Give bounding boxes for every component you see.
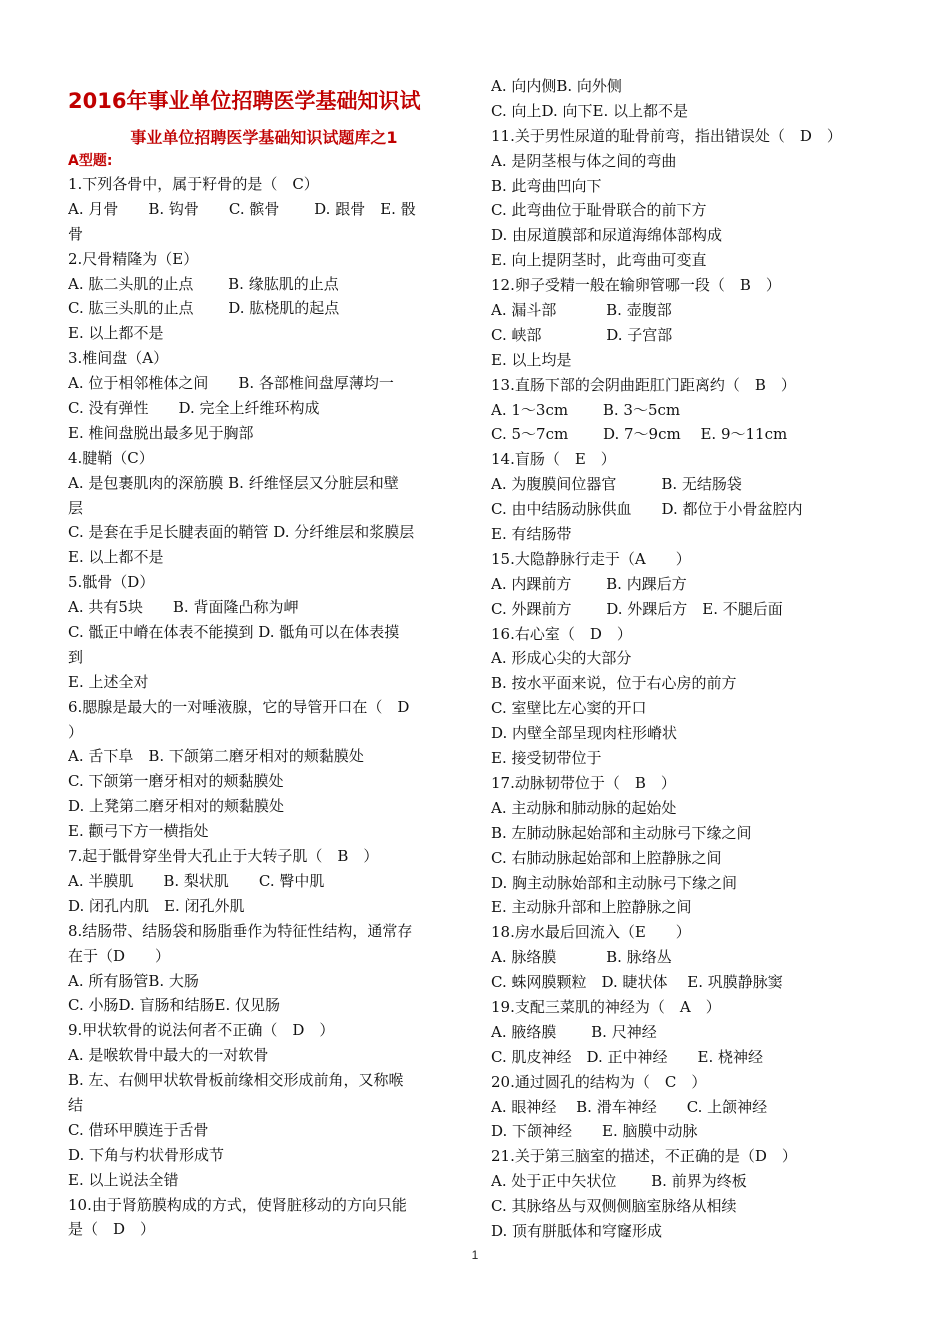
text-line: 结 xyxy=(68,1095,84,1114)
text-line: ） xyxy=(68,722,84,741)
text-line: C. 借环甲膜连于舌骨 xyxy=(68,1120,209,1139)
text-line: A. 内踝前方 B. 内踝后方 xyxy=(491,574,687,593)
document-title: 2016年事业单位招聘医学基础知识试 xyxy=(68,89,421,113)
text-line: A. 月骨 B. 钩骨 C. 髌骨 D. 跟骨 E. 骰 xyxy=(68,199,416,218)
text-line: 7.起于骶骨穿坐骨大孔止于大转子肌（ B ） xyxy=(68,847,379,866)
text-line: C. 蛛网膜颗粒 D. 睫状体 E. 巩膜静脉窦 xyxy=(491,973,783,992)
text-line: C. 5～7cm D. 7～9cm E. 9～11cm xyxy=(491,425,788,444)
right-question-list xyxy=(491,74,883,1244)
text-line: C. 小肠D. 盲肠和结肠E. 仅见肠 xyxy=(68,996,280,1015)
text-line: E. 接受韧带位于 xyxy=(491,749,602,768)
left-column xyxy=(68,74,460,1242)
text-line: C. 是套在手足长腱表面的鞘管 D. 分纤维层和浆膜层 xyxy=(68,523,415,542)
page-number: 1 xyxy=(471,1248,479,1262)
text-line: 8.结肠带、结肠袋和肠脂垂作为特征性结构，通常存 xyxy=(68,921,413,940)
left-question-list xyxy=(68,172,460,1242)
text-line: E. 向上提阴茎时，此弯曲可变直 xyxy=(491,251,707,270)
text-line: A. 是喉软骨中最大的一对软骨 xyxy=(68,1046,269,1065)
text-line: D. 顶有胼胝体和穹窿形成 xyxy=(491,1221,663,1240)
text-line: A. 半膜肌 B. 梨状肌 C. 臀中肌 xyxy=(68,871,325,890)
section-heading: A型题: xyxy=(68,153,113,169)
text-line: 10.由于肾筋膜构成的方式，使肾脏移动的方向只能 xyxy=(68,1195,407,1214)
text-line: C. 由中结肠动脉供血 D. 都位于小骨盆腔内 xyxy=(491,500,803,519)
document-subtitle: 事业单位招聘医学基础知识试题库之1 xyxy=(130,128,398,147)
text-line: A. 脉络膜 B. 脉络丛 xyxy=(491,948,672,967)
text-line: A. 为腹膜间位器官 B. 无结肠袋 xyxy=(491,475,742,494)
text-line: D. 下角与杓状骨形成节 xyxy=(68,1145,225,1164)
text-line: 5.骶骨（D） xyxy=(68,573,155,592)
text-line: 14.盲肠（ E ） xyxy=(491,450,616,469)
text-line: A. 形成心尖的大部分 xyxy=(491,649,632,668)
text-line: C. 肌皮神经 D. 正中神经 E. 桡神经 xyxy=(491,1047,763,1066)
text-line: 21.关于第三脑室的描述，不正确的是（D ） xyxy=(491,1147,797,1166)
text-line: 层 xyxy=(68,498,84,517)
text-line: 3.椎间盘（A） xyxy=(68,349,169,368)
text-line: D. 上凳第二磨牙相对的颊黏膜处 xyxy=(68,797,285,816)
text-line: D. 闭孔内肌 E. 闭孔外肌 xyxy=(68,896,245,915)
text-line: D. 胸主动脉始部和主动脉弓下缘之间 xyxy=(491,873,738,892)
text-line: C. 右肺动脉起始部和上腔静脉之间 xyxy=(491,848,722,867)
text-line: B. 此弯曲凹向下 xyxy=(491,176,602,195)
text-line: 16.右心室（ D ） xyxy=(491,624,632,643)
text-line: 在于（D ） xyxy=(68,946,171,965)
text-line: A. 舌下阜 B. 下颌第二磨牙相对的颊黏膜处 xyxy=(68,747,364,766)
text-line: E. 以上都不是 xyxy=(68,548,164,567)
text-line: C. 向上D. 向下E. 以上都不是 xyxy=(491,101,688,120)
text-line: A. 是包裹肌肉的深筋膜 B. 纤维怪层又分脏层和壁 xyxy=(68,473,399,492)
text-line: 11.关于男性尿道的耻骨前弯，指出错误处（ D ） xyxy=(491,126,842,145)
text-line: C. 没有弹性 D. 完全上纤维环构成 xyxy=(68,399,320,418)
text-line: C. 下颌第一磨牙相对的颊黏膜处 xyxy=(68,772,284,791)
text-line: 1.下列各骨中，属于籽骨的是（ C） xyxy=(68,175,319,193)
text-line: A. 漏斗部 B. 壶腹部 xyxy=(491,301,672,320)
text-line: A. 眼神经 B. 滑车神经 C. 上颌神经 xyxy=(491,1097,768,1116)
text-line: E. 椎间盘脱出最多见于胸部 xyxy=(68,423,254,442)
right-column xyxy=(491,74,883,1244)
text-line: 20.通过圆孔的结构为（ C ） xyxy=(491,1072,707,1091)
text-line: C. 峡部 D. 子宫部 xyxy=(491,325,673,344)
text-line: 9.甲状软骨的说法何者不正确（ D ） xyxy=(68,1021,335,1040)
text-line: 13.直肠下部的会阴曲距肛门距离约（ B ） xyxy=(491,375,796,394)
text-line: 是（ D ） xyxy=(68,1220,156,1239)
text-line: 骨 xyxy=(68,224,84,243)
text-line: 17.动脉韧带位于（ B ） xyxy=(491,773,676,792)
text-line: B. 左、右侧甲状软骨板前缘相交形成前角，又称喉 xyxy=(68,1071,404,1090)
text-line: 15.大隐静脉行走于（A ） xyxy=(491,549,691,568)
text-line: B. 按水平面来说，位于右心房的前方 xyxy=(491,674,737,693)
text-line: E. 颧弓下方一横指处 xyxy=(68,822,209,841)
text-line: 19.支配三菜肌的神经为（ A ） xyxy=(491,997,721,1016)
text-line: 2.尺骨精隆为（E） xyxy=(68,249,199,268)
text-line: A. 所有肠管B. 大肠 xyxy=(68,971,199,990)
text-line: C. 肱三头肌的止点 D. 肱桡肌的起点 xyxy=(68,299,340,318)
text-line: A. 向内侧B. 向外侧 xyxy=(491,77,622,95)
text-line: C. 外踝前方 D. 外踝后方 E. 不腿后面 xyxy=(491,599,783,618)
text-line: 12.卵子受精一般在输卵管哪一段（ B ） xyxy=(491,276,781,295)
text-line: E. 以上都不是 xyxy=(68,324,164,343)
text-line: E. 以上均是 xyxy=(491,350,572,369)
text-line: A. 肱二头肌的止点 B. 缘肱肌的止点 xyxy=(68,274,339,293)
text-line: E. 主动脉升部和上腔静脉之间 xyxy=(491,898,692,917)
text-line: C. 其脉络丛与双侧侧脑室脉络从相续 xyxy=(491,1197,737,1216)
text-line: C. 骶正中嵴在体表不能摸到 D. 骶角可以在体表摸 xyxy=(68,623,400,642)
text-line: A. 是阴茎根与体之间的弯曲 xyxy=(491,151,677,170)
text-line: E. 上述全对 xyxy=(68,672,149,691)
text-line: A. 位于相邻椎体之间 B. 各部椎间盘厚薄均一 xyxy=(68,374,394,393)
text-line: A. 主动脉和肺动脉的起始处 xyxy=(491,798,677,817)
text-line: B. 左肺动脉起始部和主动脉弓下缘之间 xyxy=(491,823,752,842)
text-line: A. 1～3cm B. 3～5cm xyxy=(491,400,681,419)
text-line: C. 此弯曲位于耻骨联合的前下方 xyxy=(491,201,707,220)
text-line: 6.腮腺是最大的一对唾液腺，它的导管开口在（ D xyxy=(68,697,410,716)
text-line: 到 xyxy=(68,647,84,666)
text-line: 4.腱鞘（C） xyxy=(68,448,154,467)
text-line: A. 共有5块 B. 背面隆凸称为岬 xyxy=(68,598,299,617)
text-line: A. 腋络膜 B. 尺神经 xyxy=(491,1022,657,1041)
text-line: E. 有结肠带 xyxy=(491,525,572,544)
text-line: D. 由尿道膜部和尿道海绵体部构成 xyxy=(491,226,723,245)
text-line: 18.房水最后回流入（E ） xyxy=(491,923,691,942)
text-line: A. 处于正中矢状位 B. 前界为终板 xyxy=(491,1172,747,1191)
text-line: D. 下颌神经 E. 脑膜中动脉 xyxy=(491,1122,698,1141)
text-line: D. 内壁全部呈现肉柱形嵴状 xyxy=(491,724,678,743)
text-line: C. 室壁比左心窦的开口 xyxy=(491,699,647,718)
text-line: E. 以上说法全错 xyxy=(68,1170,179,1189)
